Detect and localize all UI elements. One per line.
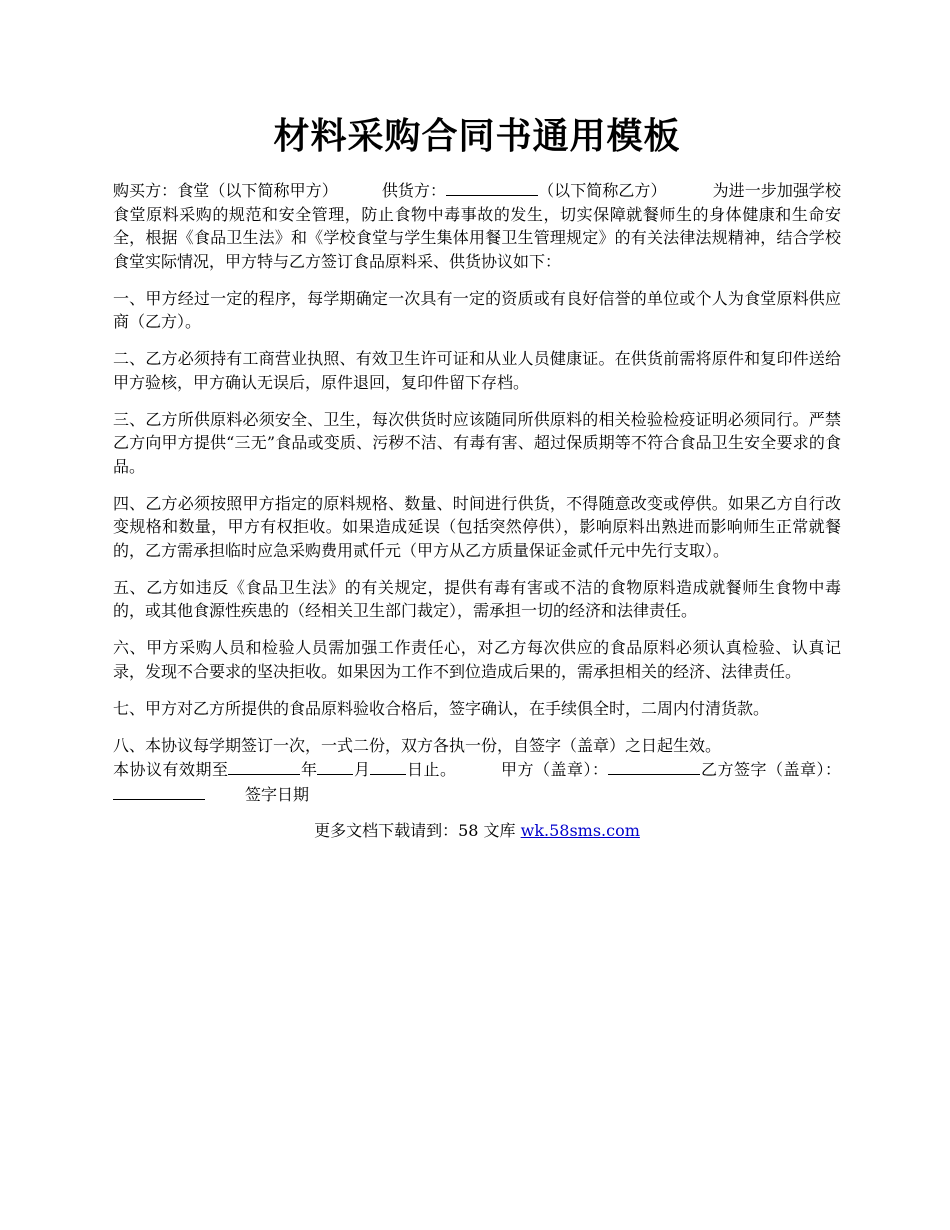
clause-7: 七、甲方对乙方所提供的食品原料验收合格后，签字确认，在手续俱全时，二周内付清货款。 xyxy=(113,698,770,718)
clause-6: 六、甲方采购人员和检验人员需加强工作责任心，对乙方每次供应的食品原料必须认真检验、认真记录，发现不合要求的坚决拒收。如果因为工作不到位造成后果的，需承担相关的经济、法律责任。 xyxy=(113,638,841,681)
party-b-sign-label: 乙方签字（盖章）： xyxy=(700,760,841,779)
supplier-label: 供货方： xyxy=(381,181,447,200)
clause-3: 三、乙方所供原料必须安全、卫生，每次供货时应该随同所供原料的相关检验检疫证明必须同行。严禁乙方向甲方提供“三无”食品或变质、污秽不洁、有毒有害、超过保质期等不符合食品卫生安全要求的食品。 xyxy=(113,409,841,476)
party-b-blank xyxy=(113,782,205,800)
footer xyxy=(113,819,841,843)
clause-1: 一、甲方经过一定的程序，每学期确定一次具有一定的资质或有良好信誉的单位或个人为食堂原料供应商（乙方）。 xyxy=(113,288,841,331)
party-a-blank xyxy=(608,757,700,775)
supplier-blank xyxy=(446,178,538,196)
party-a-seal-label: 甲方（盖章）： xyxy=(500,760,609,779)
buyer-text: 购买方：食堂（以下简称甲方） xyxy=(113,181,338,200)
sign-date-label: 签字日期 xyxy=(245,784,310,804)
document-title: 材料采购合同书通用模板 xyxy=(273,115,681,157)
month-blank xyxy=(317,757,353,775)
clause-8-text: 八、本协议每学期签订一次，一式二份，双方各执一份，自签字（盖章）之日起生效。 xyxy=(113,735,722,755)
footer-link[interactable]: wk.58sms.com xyxy=(520,821,640,840)
document-page xyxy=(113,110,841,859)
day-blank xyxy=(370,757,406,775)
year-blank xyxy=(228,757,300,775)
clause-4: 四、乙方必须按照甲方指定的原料规格、数量、时间进行供货，不得随意改变或停供。如果乙方自行改变规格和数量，甲方有权拒收。如果造成延误（包括突然停供），影响原料出熟进而影响师生正常就餐的，乙方需承担临时应急采购费用贰仟元（甲方从乙方质量保证金贰仟元中先行支取）。 xyxy=(113,493,841,560)
clause-2: 二、乙方必须持有工商营业执照、有效卫生许可证和从业人员健康证。在供货前需将原件和复印件送给甲方验核，甲方确认无误后，原件退回，复印件留下存档。 xyxy=(113,349,841,392)
purpose-text: 为进一步加强学校食堂原料采购的规范和安全管理，防止食物中毒事故的发生，切实保障就餐师生的身体健康和生命安全，根据《食品卫生法》和《学校食堂与学生集体用餐卫生管理规定》的有关法律法规精神，结合学校食堂实际情况，甲方特与乙方签订食品原料采、供货协议如下： xyxy=(113,181,841,271)
clause-8 xyxy=(113,734,841,807)
supplier-suffix: （以下简称乙方） xyxy=(538,181,667,200)
month-label: 月 xyxy=(353,760,371,779)
validity-prefix: 本协议有效期至 xyxy=(113,760,229,779)
day-end-label: 日止。 xyxy=(406,760,457,779)
clause-5: 五、乙方如违反《食品卫生法》的有关规定，提供有毒有害或不洁的食物原料造成就餐师生食物中毒的，或其他食源性疾患的（经相关卫生部门裁定），需承担一切的经济和法律责任。 xyxy=(113,577,841,620)
year-label: 年 xyxy=(300,760,318,779)
intro-paragraph xyxy=(113,178,841,273)
footer-text: 更多文档下载请到：58 文库 xyxy=(314,821,521,840)
